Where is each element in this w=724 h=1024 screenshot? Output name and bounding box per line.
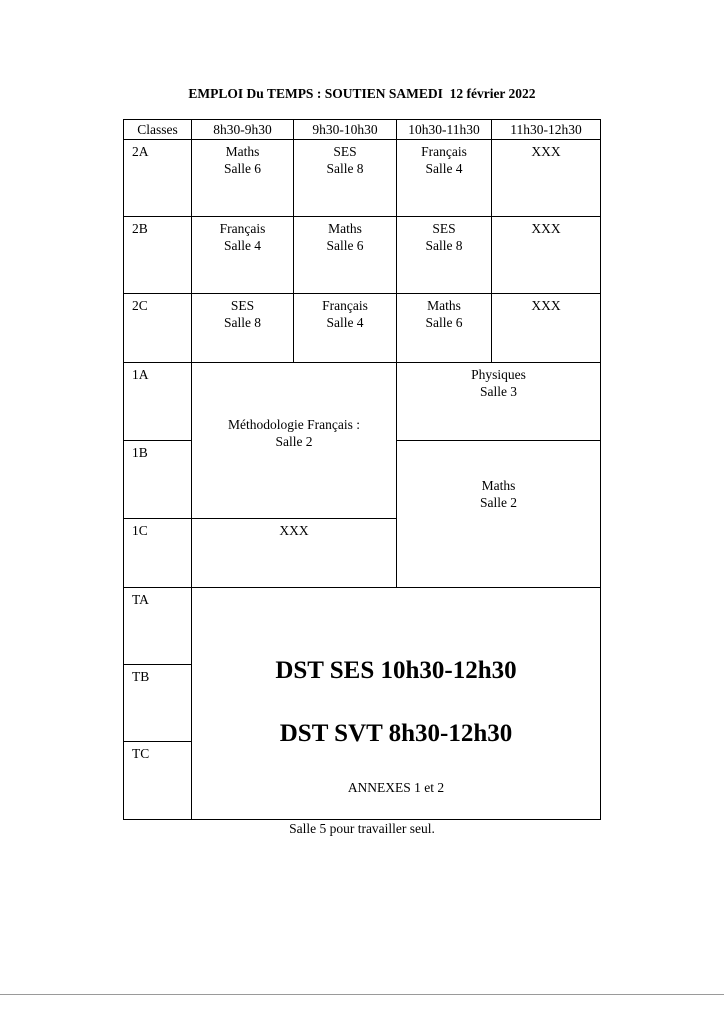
cell-subject: Français <box>322 298 368 313</box>
cell-2c-slot-2 <box>294 297 396 331</box>
class-label-1b: 1B <box>132 445 148 460</box>
annexes-note: ANNEXES 1 et 2 <box>347 780 445 795</box>
header-separator <box>124 139 600 140</box>
row-separator-2b-2c <box>124 293 600 294</box>
cell-subject: SES <box>230 298 255 313</box>
cell-room: Salle 4 <box>425 161 463 176</box>
cell-room: Salle 3 <box>479 384 518 399</box>
header-slot-4: 11h30-12h30 <box>510 122 582 137</box>
dst-ses-notice: DST SES 10h30-12h30 <box>275 657 517 684</box>
cell-room: Salle 4 <box>223 238 262 253</box>
cell-room: Salle 4 <box>326 315 364 330</box>
cell-room: Salle 6 <box>326 238 364 253</box>
cell-subject: Français <box>219 221 266 236</box>
row-separator-1c-ta <box>124 587 600 588</box>
cell-2a-slot-3 <box>397 143 491 177</box>
cell-subject: Maths <box>427 298 461 313</box>
row-separator-1a-1b-classcol <box>124 440 192 441</box>
timetable <box>123 119 601 820</box>
header-slot-1: 8h30-9h30 <box>213 122 272 137</box>
cell-2a-slot-4 <box>492 143 600 160</box>
row-separator-2a-2b <box>124 216 600 217</box>
page-edge-rule <box>0 994 724 995</box>
cell-2b-slot-4 <box>492 220 600 237</box>
document-title: EMPLOI Du TEMPS : SOUTIEN SAMEDI 12 février 2022 <box>188 86 536 101</box>
cell-methodologie-francais <box>192 416 396 450</box>
cell-2c-slot-3 <box>397 297 491 331</box>
class-label-1c: 1C <box>132 523 148 538</box>
class-label-tc: TC <box>132 746 150 761</box>
cell-subject: Français <box>421 144 467 159</box>
class-label-2b: 2B <box>132 221 148 236</box>
cell-2b-slot-3 <box>397 220 491 254</box>
cell-subject: XXX <box>531 298 561 313</box>
cell-2c-slot-4 <box>492 297 600 314</box>
cell-room: Salle 8 <box>223 315 262 330</box>
cell-room: Salle 8 <box>326 161 364 176</box>
column-separator-9h30-10h30 <box>396 120 397 588</box>
cell-room: Salle 6 <box>223 161 262 176</box>
cell-room: Salle 8 <box>425 238 463 253</box>
cell-2b-slot-1 <box>192 220 293 254</box>
row-separator-1b-1c <box>124 518 397 519</box>
header-slot-2: 9h30-10h30 <box>312 122 378 137</box>
cell-room: Salle 2 <box>275 434 313 449</box>
row-separator-2c-1a <box>124 362 600 363</box>
dst-svt-notice: DST SVT 8h30-12h30 <box>279 720 513 747</box>
footnote: Salle 5 pour travailler seul. <box>289 821 435 836</box>
cell-subject: Méthodologie Français : <box>228 417 360 432</box>
class-label-2c: 2C <box>132 298 148 313</box>
class-label-tb: TB <box>132 669 150 684</box>
cell-subject: Maths <box>481 478 516 493</box>
header-slot-3: 10h30-11h30 <box>408 122 480 137</box>
class-label-ta: TA <box>132 592 149 607</box>
row-separator-tb-tc <box>124 741 192 742</box>
cell-subject: Maths <box>225 144 260 159</box>
class-label-2a: 2A <box>132 144 149 159</box>
class-label-1a: 1A <box>132 367 149 382</box>
cell-room: Salle 6 <box>425 315 463 330</box>
cell-subject: XXX <box>531 221 561 236</box>
cell-2a-slot-2 <box>294 143 396 177</box>
cell-2b-slot-2 <box>294 220 396 254</box>
cell-1c-morning: XXX <box>279 523 309 538</box>
cell-subject: SES <box>333 144 357 159</box>
cell-subject: Maths <box>328 221 362 236</box>
cell-2a-slot-1 <box>192 143 293 177</box>
cell-maths-premiere <box>397 477 600 511</box>
row-separator-physiques-maths <box>397 440 600 441</box>
cell-subject: SES <box>432 221 456 236</box>
cell-subject: XXX <box>531 144 561 159</box>
cell-physiques <box>397 366 600 400</box>
cell-room: Salle 2 <box>479 495 518 510</box>
row-separator-ta-tb <box>124 664 192 665</box>
cell-2c-slot-1 <box>192 297 293 331</box>
cell-subject: Physiques <box>471 367 526 382</box>
header-classes: Classes <box>137 122 178 137</box>
